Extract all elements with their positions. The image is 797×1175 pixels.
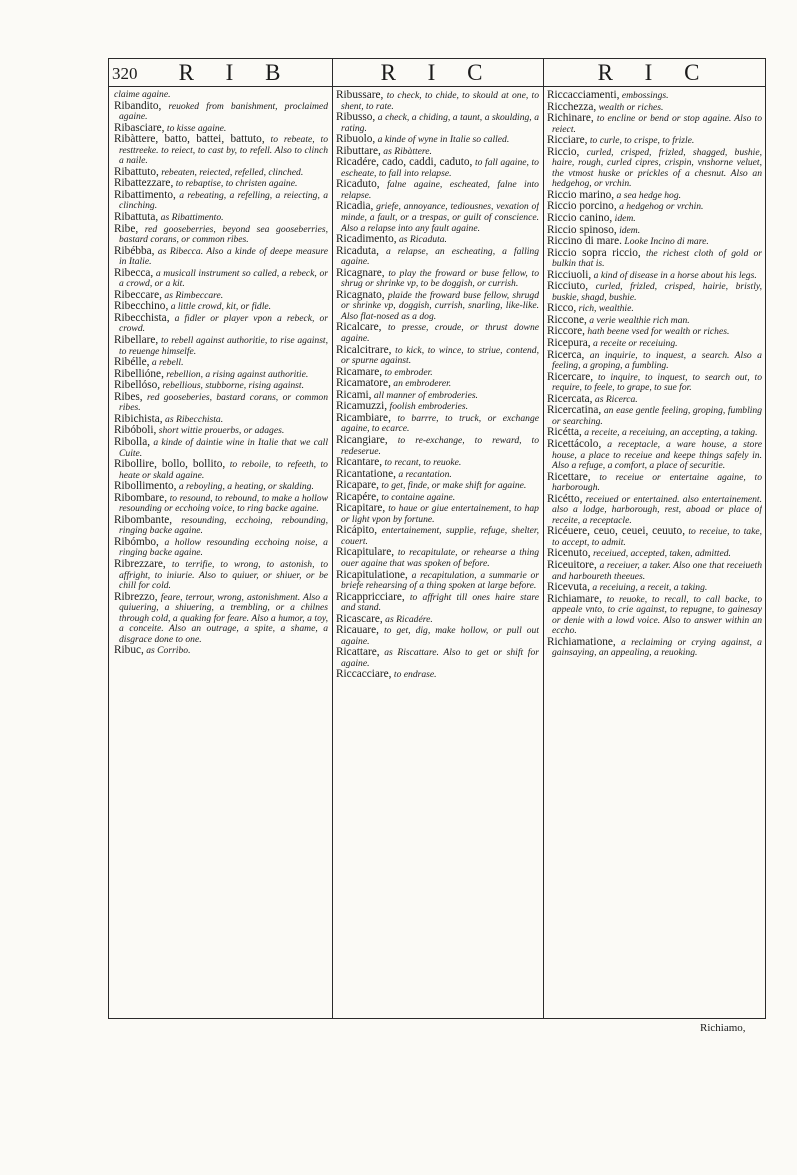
entry-headword: Ricapitulatione,	[336, 568, 408, 581]
entry-definition: a little crowd, kit, or fidle.	[170, 301, 272, 313]
entry-definition: entertainement, supplie, refuge, shelter, couert.	[341, 525, 539, 547]
entry-headword: Ribolla,	[114, 435, 151, 448]
entry-definition: to inquire, to inquest, to search out, to require, to feele, to grape, to sue for.	[552, 371, 762, 394]
entry-definition: to get, dig, make hollow, or pull out againe.	[341, 625, 539, 647]
entry-headword: Ricettácolo,	[547, 437, 602, 450]
entry-definition: to kisse againe.	[166, 122, 227, 134]
entry-headword: Ribollire, bollo, bollito,	[114, 458, 226, 471]
entry-definition: hath beene vsed for wealth or riches.	[587, 326, 730, 338]
entry-headword: Ribe,	[114, 222, 139, 235]
entry-headword: Ribattezzare,	[114, 177, 174, 190]
column-heading-3: R I C	[597, 60, 713, 85]
entry-headword: Richinare,	[547, 112, 594, 125]
entry-headword: Ricápito,	[336, 524, 378, 537]
dictionary-entry	[114, 380, 328, 392]
column-rule-1	[332, 58, 333, 1019]
column-heading-2: R I C	[380, 60, 496, 85]
entry-definition: receiued or entertained. also entertainement. also a lodge, harborough, rest, aboad or place of receite, a receptacle.	[552, 493, 762, 526]
entry-definition: receiued, accepted, taken, admitted.	[593, 548, 731, 560]
entry-definition: a kind of disease in a horse about his legs.	[593, 269, 757, 281]
dictionary-entry	[336, 179, 539, 201]
entry-definition: a kinde of wyne in Italie so called.	[377, 134, 510, 146]
entry-headword: Ribuolo,	[336, 133, 376, 146]
entry-headword: Ribecchino,	[114, 300, 169, 313]
column-rule-2	[543, 58, 544, 1019]
dictionary-entry	[336, 201, 539, 234]
dictionary-entry	[547, 350, 762, 372]
entry-headword: Riccone,	[547, 313, 587, 326]
entry-headword: Ricercare,	[547, 370, 594, 383]
entry-definition: to receiue or entertaine againe, to harborough.	[552, 471, 762, 494]
entry-definition: a musicall instrument so called, a rebeck, or a crowd, or a kit.	[119, 267, 328, 290]
entry-headword: Ribollimento,	[114, 480, 177, 493]
dictionary-entry	[336, 246, 539, 268]
entry-definition: to encline or bend or stop againe. Also to reiect.	[552, 113, 762, 135]
entry-definition: reuoked from banishment, proclaimed againe.	[119, 100, 328, 123]
entry-headword: Riccacciare,	[336, 668, 392, 681]
dictionary-entry	[547, 405, 762, 427]
entry-definition: to play the froward or buse fellow, to shrug or shrinke vp, to be doggish, or currish.	[341, 267, 539, 290]
entry-definition: a rebell.	[151, 357, 184, 369]
entry-headword: Ricenuto,	[547, 547, 591, 560]
dictionary-entry	[114, 559, 328, 592]
entry-headword: Ricagnato,	[336, 288, 385, 301]
entry-definition: wealth or riches.	[598, 101, 664, 113]
entry-headword: Riccio porcino,	[547, 200, 617, 213]
entry-definition: to presse, croude, or thrust downe againe.	[341, 322, 539, 345]
entry-headword: Ricerca,	[547, 348, 585, 361]
entry-definition: curled, frizled, crisped, hairie, bristly, buskie, shagd, bushie.	[552, 281, 762, 303]
entry-definition: a hedgehog or vrchin.	[619, 201, 704, 213]
entry-headword: Ricamuzzi,	[336, 400, 388, 413]
entry-headword: Ricco,	[547, 302, 577, 315]
catchword: Richiamo,	[700, 1022, 746, 1034]
entry-headword: Richiamatione,	[547, 635, 616, 648]
entry-headword: Ricappricciare,	[336, 590, 405, 603]
entry-definition: as Ribàttere.	[383, 145, 432, 157]
entry-headword: Ribélle,	[114, 356, 150, 369]
dictionary-column-3	[547, 90, 762, 659]
entry-definition: as Riscattare. Also to get or shift for againe.	[341, 647, 539, 669]
entry-headword: Ricalcitrare,	[336, 343, 392, 356]
entry-headword: Ricercatina,	[547, 404, 602, 417]
dictionary-entry	[547, 281, 762, 303]
entry-definition: to affright till ones haire stare and stand.	[341, 591, 539, 614]
entry-headword: Ricaduta,	[336, 244, 379, 257]
entry-headword: Ricapitare,	[336, 502, 386, 515]
entry-definition: to reuoke, to recall, to call backe, to appeale vnto, to crie against, to repugne, to gainesay or denie with a lowd voice. Also to answer within an eccho.	[552, 593, 762, 637]
entry-headword: Ribecca,	[114, 266, 154, 279]
dictionary-entry	[336, 435, 539, 457]
entry-headword: Ricangiare,	[336, 433, 388, 446]
dictionary-entry	[114, 459, 328, 481]
dictionary-entry	[114, 335, 328, 357]
entry-definition: to rebeate, to resttreeke. to reiect, to cast by, to refell. Also to clinch a naile.	[119, 134, 328, 167]
entry-headword: Ricciare,	[547, 134, 588, 147]
entry-definition: a reclaiming or crying against, a gainsaying, an appealing, a reuoking.	[552, 636, 762, 659]
dictionary-entry	[547, 147, 762, 190]
entry-definition: to terrifie, to wrong, to astonish, to affright, to iniurie. Also to quiuer, or shiuer, or be chill for cold.	[119, 558, 328, 592]
entry-headword: Ricapére,	[336, 490, 379, 503]
dictionary-entry	[114, 190, 328, 212]
dictionary-column-2	[336, 90, 539, 681]
dictionary-entry	[336, 112, 539, 134]
entry-headword: Ribuc,	[114, 644, 144, 657]
entry-definition: rebeaten, reiected, refelled, clinched.	[161, 166, 304, 178]
entry-headword: Ricagnare,	[336, 266, 385, 279]
entry-definition: red gooseberies, bastard corans, or common ribes.	[119, 391, 328, 414]
entry-definition: plaide the froward buse fellow, shrugd or shrinke vp, doggish, currish, snarling, like-like. Also flat-nosed as a dog.	[341, 289, 539, 322]
entry-definition: to curle, to crispe, to frizle.	[589, 135, 695, 147]
entry-headword: Ricciuoli,	[547, 268, 592, 281]
entry-headword: Ricéuere, ceuo, ceuei, ceuuto,	[547, 525, 686, 538]
entry-headword: Riccio sopra riccio,	[547, 246, 641, 259]
entry-definition: a receite, a receiuing, an accepting, a taking.	[584, 427, 758, 439]
entry-definition: red gooseberries, beyond sea gooseberries, bastard corans, or common ribes.	[119, 223, 328, 246]
entry-definition: rich, wealthie.	[578, 303, 634, 315]
entry-headword: Ribecchista,	[114, 311, 170, 324]
entry-headword: Riceuitore,	[547, 558, 597, 571]
entry-definition: a check, a chiding, a taunt, a skoulding, a rating.	[341, 112, 539, 134]
entry-definition: to haue or giue entertainement, to hap or light vpon by fortune.	[341, 503, 539, 525]
entry-headword: Ribellióne,	[114, 367, 164, 380]
dictionary-entry	[547, 248, 762, 270]
entry-headword: Ribusso,	[336, 111, 376, 124]
entry-definition: as Ricadére.	[385, 613, 433, 625]
entry-headword: Ribàttere, batto, battei, battuto,	[114, 133, 265, 146]
dictionary-entry	[336, 268, 539, 290]
dictionary-entry	[547, 560, 762, 582]
entry-definition: a receiuing, a receit, a taking.	[592, 582, 708, 594]
dictionary-entry	[547, 526, 762, 548]
entry-headword: Riccio spinoso,	[547, 223, 617, 236]
dictionary-entry	[547, 472, 762, 494]
entry-headword: Ribes,	[114, 390, 143, 403]
dictionary-entry	[114, 515, 328, 537]
entry-headword: Ricadére, cado, caddi, caduto,	[336, 156, 473, 169]
dictionary-entry	[336, 157, 539, 179]
entry-headword: Ricauare,	[336, 624, 379, 637]
entry-definition: foolish embroderies.	[389, 401, 469, 413]
entry-definition: to kick, to wince, to striue, contend, or spurne against.	[341, 344, 539, 367]
dictionary-entry	[336, 290, 539, 323]
dictionary-entry	[114, 437, 328, 459]
dictionary-entry	[336, 592, 539, 614]
dictionary-entry	[336, 345, 539, 367]
entry-headword: Ribattuto,	[114, 165, 159, 178]
entry-definition: a receite or receiuing.	[593, 338, 678, 350]
entry-headword: Ricalcare,	[336, 321, 382, 334]
entry-definition: a hollow resounding ecchoing noise, a ringing backe againe.	[119, 536, 328, 559]
entry-definition: a reboyling, a heating, or skalding.	[178, 481, 314, 493]
entry-headword: Ribóboli,	[114, 424, 157, 437]
dictionary-entry	[336, 90, 539, 112]
entry-definition: curled, crisped, frizled, shagged, bushie, haire, rough, curled cipres, crispin, vnshorne veluet, the vtmost huske or prickles of a chesnut. Also an hedgehog, or vrchin.	[552, 146, 762, 190]
entry-definition: short wittie prouerbs, or adages.	[158, 425, 285, 437]
entry-definition: a receptacle, a ware house, a store house, a place to receiue and keepe things safely in. Also a refuge, a comfort, a place of securitie.	[552, 438, 762, 472]
entry-definition: to fall againe, to escheate, to fall into relapse.	[341, 157, 539, 179]
entry-headword: Ricercata,	[547, 392, 593, 405]
entry-definition: to recapitulate, or rehearse a thing ouer againe that was spoken of before.	[341, 547, 539, 569]
entry-definition: a recantation.	[398, 468, 452, 480]
entry-headword: Ribussare,	[336, 90, 384, 101]
dictionary-entry	[547, 637, 762, 659]
dictionary-entry	[336, 503, 539, 525]
entry-headword: Riccore,	[547, 325, 585, 338]
entry-definition: a relapse, an escheating, a falling againe.	[341, 245, 539, 268]
entry-headword: Ricapitulare,	[336, 546, 395, 559]
entry-definition: to reboile, to refeeth, to heate or skald againe.	[119, 459, 328, 481]
entry-definition: to endrase.	[393, 669, 437, 681]
entry-definition: to rebell against authoritie, to rise against, to reuenge himselfe.	[119, 335, 328, 357]
entry-headword: Ributtare,	[336, 144, 381, 157]
entry-definition: claime againe.	[114, 90, 171, 100]
entry-headword: Ricadimento,	[336, 233, 397, 246]
entry-definition: to get, finde, or make shift for againe.	[381, 480, 527, 492]
entry-headword: Ricevuta,	[547, 581, 590, 594]
page-number: 320	[112, 64, 138, 83]
entry-headword: Ricétto,	[547, 492, 583, 505]
entry-headword: Ribombare,	[114, 491, 168, 504]
dictionary-entry	[114, 268, 328, 290]
dictionary-column-1	[114, 90, 328, 657]
entry-definition: a rebeating, a refelling, a reiecting, a clinching.	[119, 189, 328, 212]
entry-headword: Ribattuta,	[114, 211, 159, 224]
entry-headword: Riccio,	[547, 145, 580, 158]
entry-definition: Looke Incino di mare.	[624, 236, 709, 248]
entry-definition: a kinde of daintie wine in Italie that we call Cuite.	[119, 436, 328, 459]
entry-headword: Ribellóso,	[114, 379, 161, 392]
entry-definition: to re-exchange, to reward, to redeserue.	[341, 434, 539, 457]
entry-headword: Ribasciare,	[114, 121, 165, 134]
column-heading-1: R I B	[178, 60, 294, 85]
dictionary-entry	[336, 322, 539, 344]
entry-definition: feare, terrour, wrong, astonishment. Also a quiuering, a shiuering, a trembling, or a chilnes through cold, a quaking for feare. Also a humor, a toy, a conceite. Also an outrage, a spite, a shame, a disgrace done to one.	[119, 591, 328, 645]
entry-definition: a recapitulation, a summarie or briefe rehearsing of a thing spoken at large before.	[341, 569, 539, 592]
entry-headword: Ricambiare,	[336, 411, 391, 424]
entry-definition: a fidler or player vpon a rebeck, or crowd.	[119, 312, 328, 335]
entry-headword: Riccino di mare.	[547, 235, 622, 248]
entry-definition: as Ricerca.	[594, 393, 638, 405]
entry-headword: Ricadia,	[336, 200, 374, 213]
entry-headword: Ricapare,	[336, 479, 379, 492]
dictionary-entry	[114, 224, 328, 246]
dictionary-entry	[547, 494, 762, 527]
entry-headword: Ribrezzare,	[114, 557, 166, 570]
entry-headword: Riccio marino,	[547, 188, 615, 201]
dictionary-entry	[547, 113, 762, 135]
entry-definition: rebellion, a rising against authoritie.	[166, 368, 309, 380]
entry-headword: Ricascare,	[336, 612, 383, 625]
entry-definition: a receiuer, a taker. Also one that receiueth and harboureth theeues.	[552, 559, 762, 582]
dictionary-entry	[336, 669, 539, 681]
entry-headword: Ricattare,	[336, 646, 380, 659]
dictionary-entry	[114, 493, 328, 515]
entry-headword: Riccacciamenti,	[547, 90, 620, 101]
entry-headword: Ribébba,	[114, 244, 155, 257]
entry-headword: Ribrezzo,	[114, 590, 158, 603]
entry-definition: as Ribecchista.	[165, 413, 224, 425]
header-rule	[108, 86, 766, 87]
entry-headword: Ribellare,	[114, 334, 159, 347]
entry-definition: all manner of embroderies.	[373, 389, 478, 401]
entry-headword: Ribómbo,	[114, 535, 159, 548]
entry-definition: griefe, annoyance, tediousnes, vexation of minde, a fault, or a trespas, or guilt of conscience. Also a relapse into any fault againe.	[341, 201, 539, 234]
entry-definition: idem.	[619, 224, 641, 236]
entry-definition: as Rimbeccare.	[164, 289, 224, 301]
dictionary-entry	[114, 537, 328, 559]
entry-headword: Ricaduto,	[336, 178, 380, 191]
entry-definition: to resound, to rebound, to make a hollow resounding or ecchoing voice, to ring backe againe.	[119, 492, 328, 515]
dictionary-entry	[114, 246, 328, 268]
dictionary-entry	[336, 525, 539, 547]
entry-definition: to barrre, to truck, or exchange againe, to ecarce.	[341, 412, 539, 435]
dictionary-entry	[547, 372, 762, 394]
entry-definition: an inquirie, to inquest, a search. Also a feeling, a groping, a fumbling.	[552, 349, 762, 372]
entry-definition: resounding, ecchoing, rebounding, ringing backe againe.	[119, 514, 328, 537]
entry-definition: to embroder.	[384, 366, 433, 378]
entry-definition: a verie wealthie rich man.	[589, 314, 690, 326]
entry-headword: Ricchezza,	[547, 100, 597, 113]
entry-headword: Ribandito,	[114, 99, 162, 112]
entry-definition: falne againe, escheated, falne into relapse.	[341, 179, 539, 201]
entry-headword: Ricami,	[336, 388, 372, 401]
dictionary-entry	[114, 212, 328, 224]
entry-headword: Ricantatione,	[336, 467, 396, 480]
entry-headword: Ricettare,	[547, 470, 591, 483]
entry-definition: to containe againe.	[381, 491, 456, 503]
dictionary-entry	[336, 570, 539, 592]
entry-headword: Ribeccare,	[114, 288, 162, 301]
dictionary-entry	[336, 625, 539, 647]
dictionary-entry	[336, 413, 539, 435]
entry-definition: as Ricaduta.	[398, 234, 447, 246]
entry-definition: an embroderer.	[393, 378, 452, 390]
dictionary-entry	[336, 547, 539, 569]
dictionary-entry	[547, 594, 762, 637]
dictionary-entry	[114, 134, 328, 167]
entry-definition: to check, to chide, to skould at one, to shent, to rate.	[341, 90, 539, 112]
entry-definition: to recant, to reuoke.	[384, 457, 462, 469]
entry-definition: idem.	[614, 213, 636, 225]
entry-headword: Ricantare,	[336, 456, 383, 469]
entry-definition: as Ribecca. Also a kinde of deepe measure in Italie.	[119, 245, 328, 268]
entry-definition: as Ribattimento.	[160, 212, 224, 224]
entry-definition: a sea hedge hog.	[616, 189, 682, 201]
entry-headword: Ribattimento,	[114, 188, 176, 201]
entry-definition: an ease gentle feeling, groping, fumbling or searching.	[552, 405, 762, 427]
entry-headword: Ribichista,	[114, 412, 163, 425]
entry-headword: Ribombante,	[114, 513, 173, 526]
entry-headword: Richiamare,	[547, 592, 602, 605]
entry-headword: Ricétta,	[547, 426, 582, 439]
entry-headword: Ricamare,	[336, 365, 383, 378]
dictionary-entry	[114, 313, 328, 335]
entry-definition: rebellious, stubborne, rising against.	[162, 380, 304, 392]
entry-definition: to receiue, to take, to accept, to admit.	[552, 526, 762, 548]
dictionary-entry	[547, 439, 762, 472]
entry-headword: Ricamatore,	[336, 377, 391, 390]
dictionary-entry	[114, 392, 328, 414]
entry-definition: as Corribo.	[146, 645, 191, 657]
entry-headword: Ricciuto,	[547, 280, 589, 293]
entry-headword: Riccio canino,	[547, 212, 613, 225]
entry-headword: Ricepura,	[547, 337, 591, 350]
entry-definition: embossings.	[621, 90, 669, 101]
dictionary-entry	[114, 101, 328, 123]
dictionary-entry	[114, 592, 328, 646]
entry-definition: to rebaptise, to christen againe.	[175, 178, 298, 190]
dictionary-entry	[336, 647, 539, 669]
entry-definition: the richest cloth of gold or bulkin that is.	[552, 247, 762, 270]
dictionary-entry	[114, 645, 328, 657]
